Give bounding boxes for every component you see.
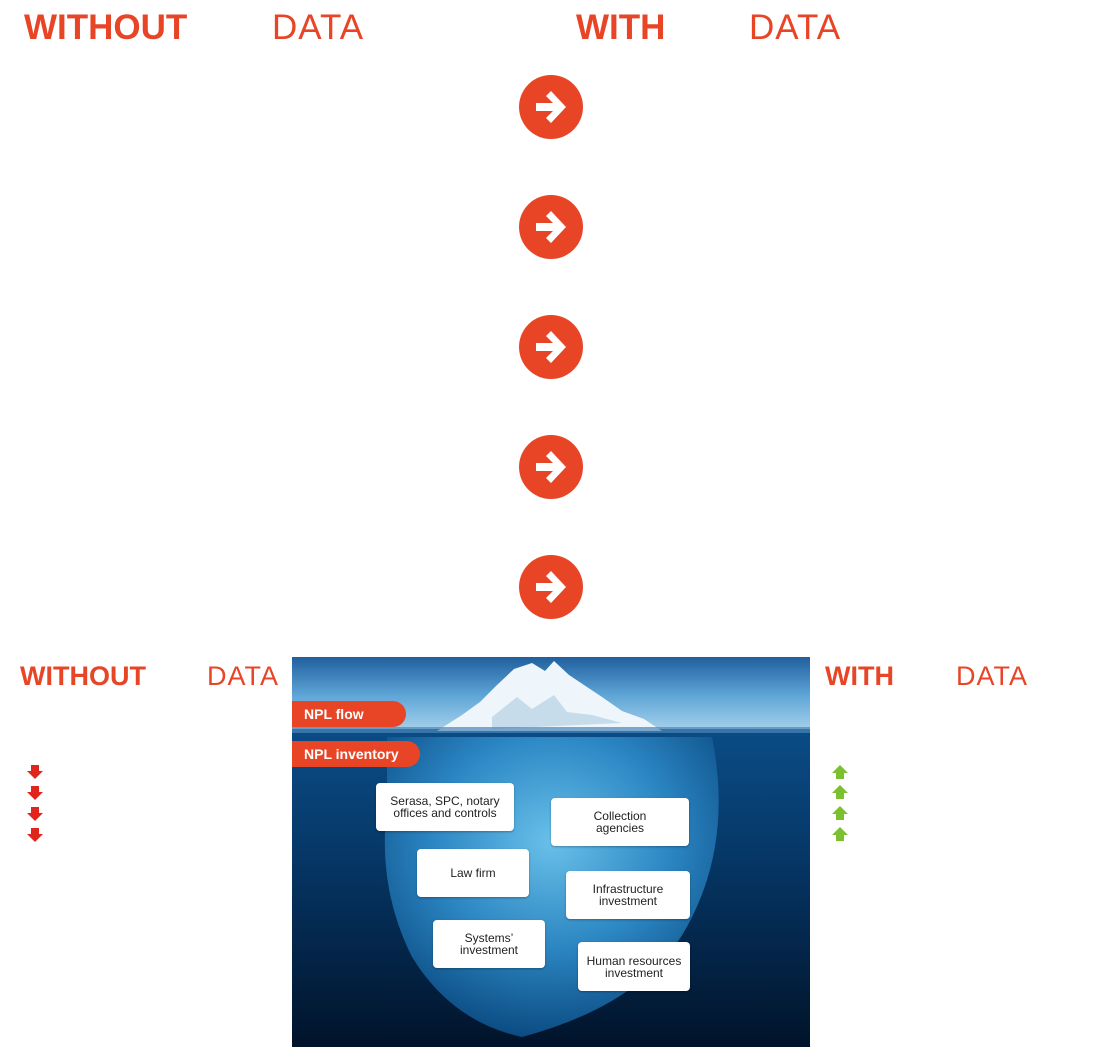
arrow-right-circle-icon — [519, 195, 583, 259]
arrow-down-icon — [27, 786, 43, 800]
npl-inventory-pill: NPL inventory — [292, 741, 420, 767]
iceberg-box-collection: Collection agencies — [551, 798, 689, 846]
arrow-up-icon — [832, 785, 848, 799]
arrow-up-icon — [832, 806, 848, 820]
iceberg-box-human-resources: Human resources investment — [578, 942, 690, 991]
top-without-label: WITHOUT — [24, 8, 188, 47]
iceberg-box-systems: Systems’ investment — [433, 920, 545, 968]
bottom-with-data-label: DATA — [956, 661, 1029, 691]
arrow-right-circle-icon — [519, 555, 583, 619]
arrow-right-circle-icon — [519, 75, 583, 139]
top-without-data-label: DATA — [272, 8, 365, 47]
iceberg-illustration — [292, 657, 810, 1047]
npl-flow-pill: NPL flow — [292, 701, 406, 727]
iceberg-box-serasa: Serasa, SPC, notary offices and controls — [376, 783, 514, 831]
top-with-label: WITH — [576, 8, 666, 47]
bottom-without-data-label: DATA — [207, 661, 280, 691]
iceberg-box-infrastructure: Infrastructure investment — [566, 871, 690, 919]
arrow-down-icon — [27, 765, 43, 779]
arrow-right-circle-icon — [519, 315, 583, 379]
arrow-right-circle-icon — [519, 435, 583, 499]
top-with-data-label: DATA — [749, 8, 842, 47]
arrow-up-icon — [832, 827, 848, 841]
arrow-down-icon — [27, 828, 43, 842]
bottom-without-label: WITHOUT — [20, 661, 146, 691]
iceberg-box-law-firm: Law firm — [417, 849, 529, 897]
bottom-with-label: WITH — [825, 661, 894, 691]
arrow-up-icon — [832, 765, 848, 779]
arrow-down-icon — [27, 807, 43, 821]
